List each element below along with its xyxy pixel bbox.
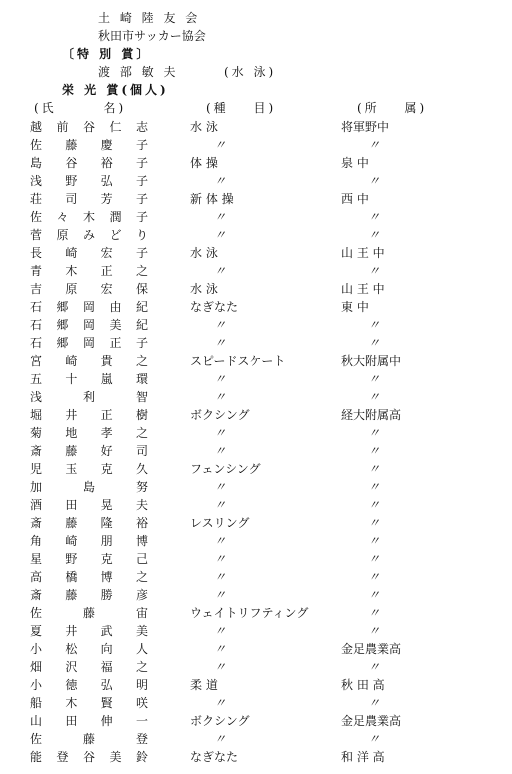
recipient-name: 斎 藤 好 司 <box>30 444 148 458</box>
list-item <box>0 516 512 534</box>
recipient-name: 星 野 克 己 <box>30 552 148 566</box>
event-name: 〃 <box>214 390 227 404</box>
school-name: 西 中 <box>341 192 369 206</box>
recipient-name: 佐 々 木 潤 子 <box>30 210 148 224</box>
event-name: 〃 <box>214 264 227 278</box>
school-name: 〃 <box>368 552 381 566</box>
org-name-rikuyukai: 土 崎 陸 友 会 <box>98 11 201 25</box>
recipient-name: 石 郷 岡 正 子 <box>30 336 148 350</box>
school-name: 〃 <box>368 660 381 674</box>
school-name: 〃 <box>368 138 381 152</box>
event-name: 〃 <box>214 624 227 638</box>
event-name: なぎなた <box>190 750 239 764</box>
school-name: 〃 <box>368 462 381 476</box>
list-item <box>0 354 512 372</box>
school-name: 〃 <box>368 570 381 584</box>
school-name: 泉 中 <box>341 156 369 170</box>
list-item <box>0 156 512 174</box>
school-name: 〃 <box>368 534 381 548</box>
recipient-name: 菊 地 孝 之 <box>30 426 148 440</box>
recipient-name: 佐 藤 慶 子 <box>30 138 148 152</box>
school-name: 和 洋 高 <box>341 750 385 764</box>
column-header-name: (氏 名) <box>34 101 127 115</box>
recipient-name: 石 郷 岡 由 紀 <box>30 300 148 314</box>
school-name: 〃 <box>368 336 381 350</box>
event-name: 〃 <box>214 228 227 242</box>
list-item <box>0 408 512 426</box>
event-name: 〃 <box>214 210 227 224</box>
event-name: 〃 <box>214 642 227 656</box>
recipient-name: 佐 藤 宙 <box>30 606 148 620</box>
column-header-school: (所 属) <box>357 101 428 115</box>
recipient-name: 加 島 努 <box>30 480 148 494</box>
special-award-heading: 〔特 別 賞〕 <box>62 47 152 61</box>
recipient-name: 浅 野 弘 子 <box>30 174 148 188</box>
list-item <box>0 606 512 624</box>
list-item <box>0 588 512 606</box>
school-name: 〃 <box>368 390 381 404</box>
recipient-name: 島 谷 裕 子 <box>30 156 148 170</box>
event-name: ボクシング <box>190 408 250 422</box>
school-name: 東 中 <box>341 300 369 314</box>
school-name: 〃 <box>368 210 381 224</box>
event-name: 水 泳 <box>190 120 218 134</box>
list-item <box>0 642 512 660</box>
event-name: 水 泳 <box>190 246 218 260</box>
event-name: ボクシング <box>190 714 250 728</box>
event-name: 〃 <box>214 534 227 548</box>
recipient-name: 浅 利 智 <box>30 390 148 404</box>
list-item <box>0 624 512 642</box>
school-name: 〃 <box>368 444 381 458</box>
list-item <box>0 714 512 732</box>
event-name: 〃 <box>214 318 227 332</box>
school-name: 金足農業高 <box>341 714 402 728</box>
list-item <box>0 210 512 228</box>
event-name: フェンシング <box>190 462 261 476</box>
recipient-name: 斎 藤 隆 裕 <box>30 516 148 530</box>
list-item <box>0 696 512 714</box>
recipient-name: 青 木 正 之 <box>30 264 148 278</box>
list-item <box>0 534 512 552</box>
recipient-name: 吉 原 宏 保 <box>30 282 148 296</box>
event-name: 〃 <box>214 372 227 386</box>
recipient-name: 佐 藤 登 <box>30 732 148 746</box>
list-item <box>0 732 512 750</box>
list-item <box>0 750 512 768</box>
school-name: 〃 <box>368 498 381 512</box>
recipient-name: 山 田 伸 一 <box>30 714 148 728</box>
event-name: レスリング <box>190 516 250 530</box>
list-item <box>0 318 512 336</box>
event-name: 〃 <box>214 426 227 440</box>
event-name: 〃 <box>214 570 227 584</box>
list-item <box>0 264 512 282</box>
event-name: 水 泳 <box>190 282 218 296</box>
event-name: 体 操 <box>190 156 218 170</box>
recipient-name: 堀 井 正 樹 <box>30 408 148 422</box>
special-award-event: (水 泳) <box>224 65 277 79</box>
event-name: 新 体 操 <box>190 192 234 206</box>
list-item <box>0 444 512 462</box>
school-name: 〃 <box>368 624 381 638</box>
special-award-recipient: 渡 部 敏 夫 <box>98 65 179 79</box>
event-name: スピードスケート <box>190 354 286 368</box>
school-name: 〃 <box>368 588 381 602</box>
school-name: 〃 <box>368 372 381 386</box>
event-name: 〃 <box>214 660 227 674</box>
school-name: 〃 <box>368 696 381 710</box>
recipient-name: 越 前 谷 仁 志 <box>30 120 148 134</box>
event-name: 〃 <box>214 732 227 746</box>
recipient-name: 児 玉 克 久 <box>30 462 148 476</box>
recipient-name: 宮 崎 貴 之 <box>30 354 148 368</box>
recipient-name: 能 登 谷 美 鈴 <box>30 750 148 764</box>
event-name: 〃 <box>214 696 227 710</box>
event-name: 〃 <box>214 588 227 602</box>
event-name: 〃 <box>214 336 227 350</box>
event-name: 柔 道 <box>190 678 218 692</box>
recipient-name: 角 崎 朋 博 <box>30 534 148 548</box>
list-item <box>0 570 512 588</box>
list-item <box>0 138 512 156</box>
list-item <box>0 192 512 210</box>
list-item <box>0 228 512 246</box>
recipient-name: 荘 司 芳 子 <box>30 192 148 206</box>
school-name: 〃 <box>368 228 381 242</box>
recipient-name: 菅 原 み ど り <box>30 228 148 242</box>
school-name: 秋 田 高 <box>341 678 385 692</box>
recipient-name: 小 徳 弘 明 <box>30 678 148 692</box>
recipient-name: 五 十 嵐 環 <box>30 372 148 386</box>
recipient-name: 船 木 賢 咲 <box>30 696 148 710</box>
list-item <box>0 336 512 354</box>
column-header-event: (種 目) <box>206 101 277 115</box>
org-name-soccer-association: 秋田市サッカー協会 <box>98 29 206 43</box>
school-name: 秋大附属中 <box>341 354 402 368</box>
list-item <box>0 174 512 192</box>
event-name: 〃 <box>214 444 227 458</box>
school-name: 〃 <box>368 606 381 620</box>
recipient-name: 斎 藤 勝 彦 <box>30 588 148 602</box>
list-item <box>0 480 512 498</box>
list-item <box>0 678 512 696</box>
list-item <box>0 660 512 678</box>
recipient-name: 畑 沢 福 之 <box>30 660 148 674</box>
school-name: 山 王 中 <box>341 282 385 296</box>
school-name: 〃 <box>368 426 381 440</box>
list-item <box>0 300 512 318</box>
list-item <box>0 462 512 480</box>
recipient-name: 高 橋 博 之 <box>30 570 148 584</box>
list-item <box>0 120 512 138</box>
event-name: 〃 <box>214 480 227 494</box>
event-name: なぎなた <box>190 300 239 314</box>
school-name: 〃 <box>368 732 381 746</box>
school-name: 〃 <box>368 264 381 278</box>
recipient-name: 酒 田 晃 夫 <box>30 498 148 512</box>
list-item <box>0 372 512 390</box>
recipient-name: 長 崎 宏 子 <box>30 246 148 260</box>
school-name: 金足農業高 <box>341 642 402 656</box>
list-item <box>0 552 512 570</box>
list-item <box>0 498 512 516</box>
list-item <box>0 390 512 408</box>
recipient-name: 夏 井 武 美 <box>30 624 148 638</box>
school-name: 将軍野中 <box>341 120 390 134</box>
event-name: 〃 <box>214 138 227 152</box>
school-name: 〃 <box>368 174 381 188</box>
school-name: 山 王 中 <box>341 246 385 260</box>
event-name: 〃 <box>214 174 227 188</box>
event-name: 〃 <box>214 498 227 512</box>
event-name: ウェイトリフティング <box>190 606 309 620</box>
list-item <box>0 282 512 300</box>
list-item <box>0 246 512 264</box>
list-item <box>0 426 512 444</box>
glory-award-heading: 栄 光 賞(個人) <box>62 83 169 97</box>
recipient-name: 石 郷 岡 美 紀 <box>30 318 148 332</box>
school-name: 経大附属高 <box>341 408 402 422</box>
school-name: 〃 <box>368 480 381 494</box>
recipient-name: 小 松 向 人 <box>30 642 148 656</box>
school-name: 〃 <box>368 516 381 530</box>
event-name: 〃 <box>214 552 227 566</box>
school-name: 〃 <box>368 318 381 332</box>
